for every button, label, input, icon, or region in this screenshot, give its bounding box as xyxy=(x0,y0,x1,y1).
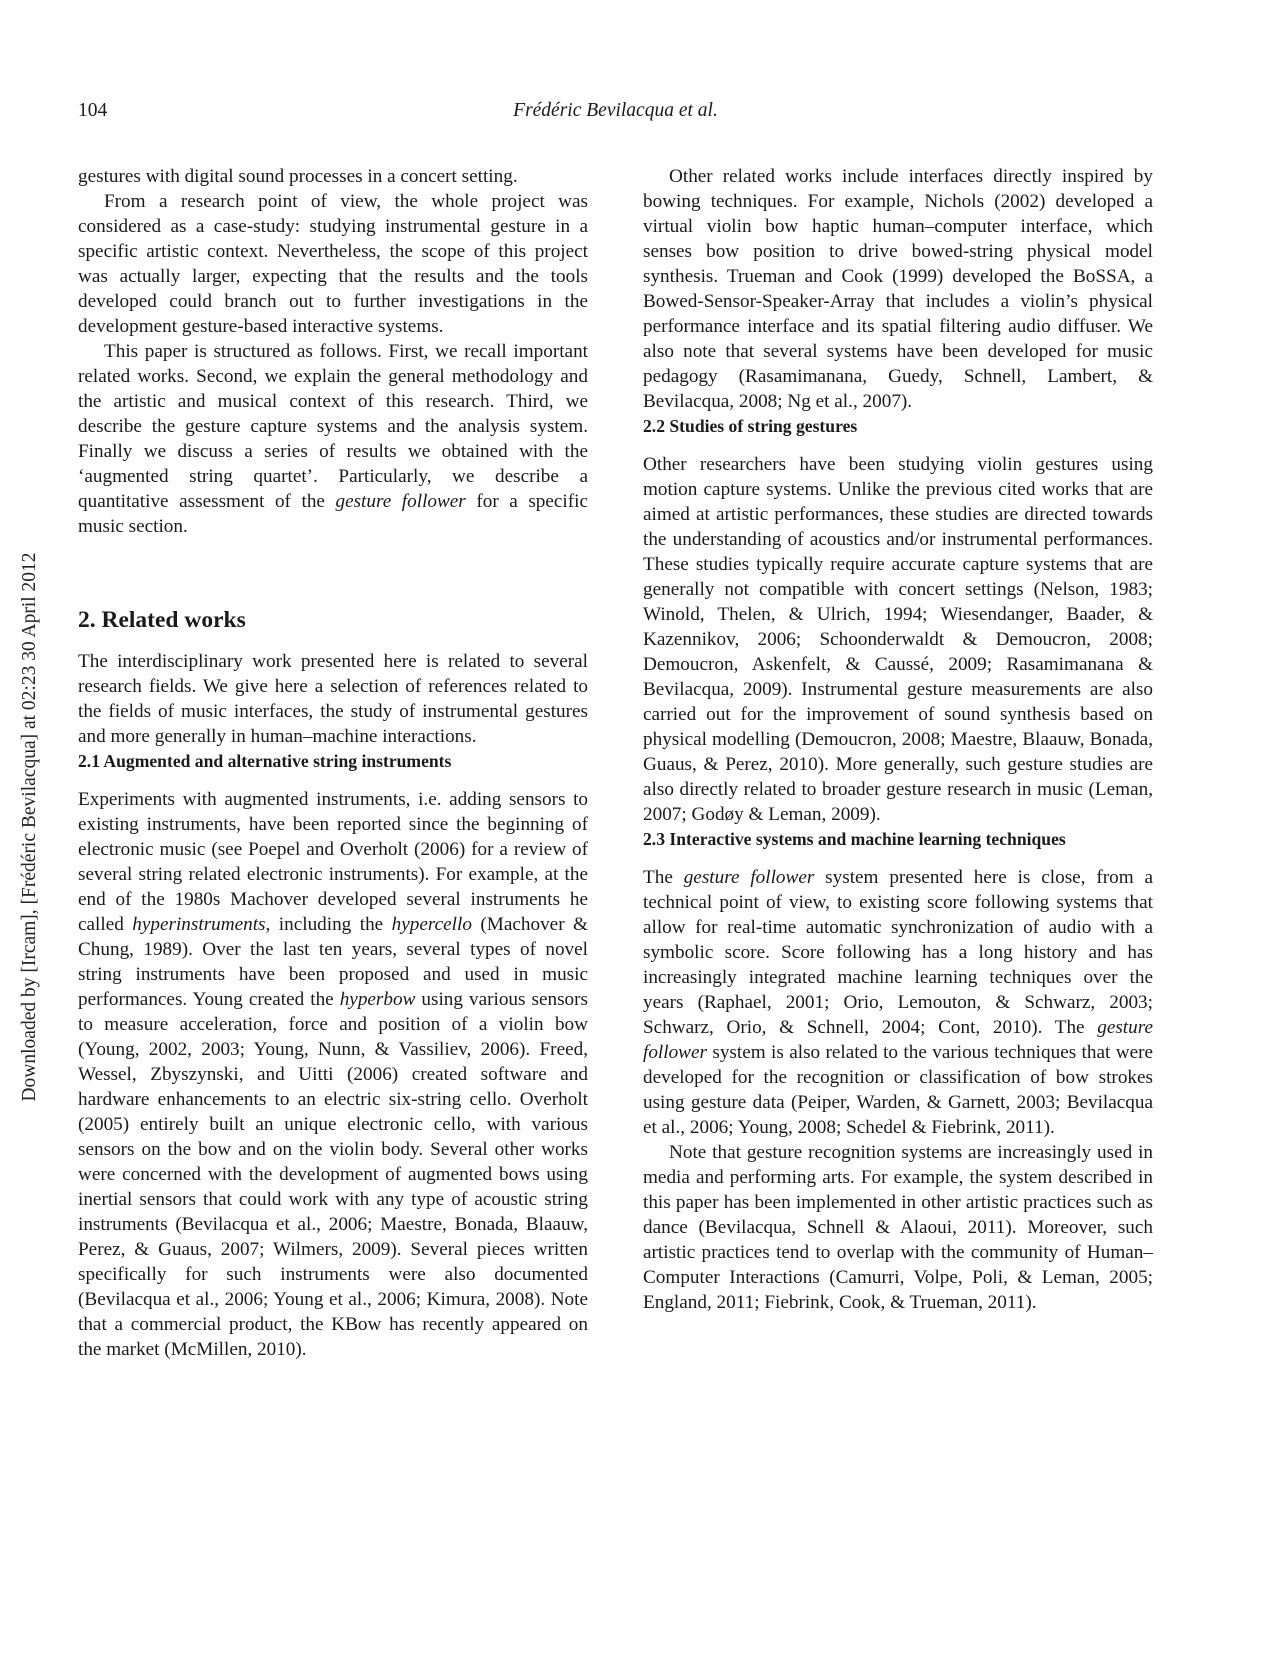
paragraph xyxy=(78,339,588,539)
subsection-heading: 2.1 Augmented and alternative string instruments xyxy=(78,751,452,771)
right-column xyxy=(643,164,1153,1315)
text-run: system is also related to the various techniques that were developed for the recognition or classification of bow strokes using gesture data (Peiper, Warden, & Garnett, 2003; Bevilacqua et al., 2006; Young, 2008; Schedel & Fiebrink, 2011). xyxy=(643,1042,1153,1138)
text-run: system presented here is close, from a technical point of view, to existing score following systems that allow for real-time automatic synchronization of audio with a symbolic score. Score following has a long history and has increasingly integrated machine learning techniques over the years (Raphael, 2001; Orio, Lemouton, & Schwarz, 2003; Schwarz, Orio, & Schnell, 2004; Cont, 2010). The xyxy=(643,867,1154,1038)
subsection-heading: 2.2 Studies of string gestures xyxy=(643,416,858,436)
paragraph: The interdisciplinary work presented here is related to several research fields. We give here a selection of references related to the fields of music interfaces, the study of instrumental gestures and more generally in human–machine interactions. xyxy=(78,651,588,747)
italic-term: gesture follower xyxy=(683,867,815,888)
text-run: , including the xyxy=(265,914,392,935)
italic-term: hyperinstruments xyxy=(132,914,266,935)
download-notice: Downloaded by [Ircam], [Frédéric Bevilacqua] at 02:23 30 April 2012 xyxy=(19,552,40,1102)
page-number: 104 xyxy=(78,100,108,121)
paragraph: Other researchers have been studying violin gestures using motion capture systems. Unlike the previous cited works that are aimed at artistic performances, these studies are directed towards the understanding of acoustics and/or instrumental performances. These studies typically require accurate capture systems that are generally not compatible with concert settings (Nelson, 1983; Winold, Thelen, & Ulrich, 1994; Wiesendanger, Baader, & Kazennikov, 2006; Schoonderwaldt & Demoucron, 2008; Demoucron, Askenfelt, & Caussé, 2009; Rasamimanana & Bevilacqua, 2009). Instrumental gesture measurements are also carried out for the improvement of sound synthesis based on physical modelling (Demoucron, 2008; Maestre, Blaauw, Bonada, Guaus, & Perez, 2010). More generally, such gesture studies are also directly related to broader gesture research in music (Leman, 2007; Godøy & Leman, 2009). xyxy=(643,454,1153,825)
paragraph: Note that gesture recognition systems are increasingly used in media and performing arts. For example, the system described in this paper has been implemented in other artistic practices such as dance (Bevilacqua, Schnell & Alaoui, 2011). Moreover, such artistic practices tend to overlap with the community of Human–Computer Interactions (Camurri, Volpe, Poli, & Leman, 2005; England, 2011; Fiebrink, Cook, & Trueman, 2011). xyxy=(643,1142,1153,1313)
page-header xyxy=(78,100,1153,130)
text-run: (Machover & Chung, 1989). Over the last ten years, several types of novel string instruments have been proposed and used in music performances. Young created the xyxy=(78,914,588,1010)
italic-term: hypercello xyxy=(391,914,472,935)
paragraph: From a research point of view, the whole project was considered as a case-study: studying instrumental gesture in a specific artistic context. Nevertheless, the scope of this project was actually larger, expecting that the results and the tools developed could branch out to further investigations in the development gesture-based interactive systems. xyxy=(78,191,588,337)
italic-term: gesture follower xyxy=(643,1017,1153,1063)
left-column xyxy=(78,164,588,1362)
italic-term: gesture follower xyxy=(335,491,466,512)
running-head: Frédéric Bevilacqua et al. xyxy=(513,100,718,121)
italic-term: hyperbow xyxy=(339,989,416,1010)
section-heading: 2. Related works xyxy=(78,607,246,633)
text-run: The xyxy=(643,867,684,888)
text-run: This paper is structured as follows. First, we recall important related works. Second, we explain the general methodology and the artistic and musical context of this research. Third, we describe the gesture capture systems and the analysis system. Finally we discuss a series of results we obtained with the ‘augmented string quartet’. Particularly, we describe a quantitative assessment of the xyxy=(78,341,588,512)
text-run: Experiments with augmented instruments, i.e. adding sensors to existing instruments, have been reported since the beginning of electronic music (see Poepel and Overholt (2006) for a review of several string related electronic instruments). For example, at the end of the 1980s Machover developed several instruments he called xyxy=(78,789,588,935)
text-run: using various sensors to measure acceleration, force and position of a violin bow (Young, 2002, 2003; Young, Nunn, & Vassiliev, 2006). Freed, Wessel, Zbyszynski, and Uitti (2006) created software and hardware enhancements to an electric six-string cello. Overholt (2005) entirely built an unique electronic cello, with various sensors on the bow and on the violin body. Several other works were concerned with the development of augmented bows using inertial sensors that could work with any type of acoustic string instruments (Bevilacqua et al., 2006; Maestre, Bonada, Blaauw, Perez, & Guaus, 2007; Wilmers, 2009). Several pieces written specifically for such instruments were also documented (Bevilacqua et al., 2006; Young et al., 2006; Kimura, 2008). Note that a commercial product, the KBow has recently appeared on the market (McMillen, 2010). xyxy=(78,989,589,1360)
text-run: for a specific music section. xyxy=(78,491,588,537)
subsection-heading: 2.3 Interactive systems and machine learning techniques xyxy=(643,829,1066,849)
paragraph xyxy=(643,865,1153,1140)
paragraph: Other related works include interfaces directly inspired by bowing techniques. For example, Nichols (2002) developed a virtual violin bow haptic human–computer interface, which senses bow position to drive bowed-string physical model synthesis. Trueman and Cook (1999) developed the BoSSA, a Bowed-Sensor-Speaker-Array that includes a violin’s physical performance interface and its spatial filtering audio diffuser. We also note that several systems have been developed for music pedagogy (Rasamimanana, Guedy, Schnell, Lambert, & Bevilacqua, 2008; Ng et al., 2007). xyxy=(643,166,1153,412)
paragraph xyxy=(78,787,588,1362)
paragraph: gestures with digital sound processes in a concert setting. xyxy=(78,166,518,187)
